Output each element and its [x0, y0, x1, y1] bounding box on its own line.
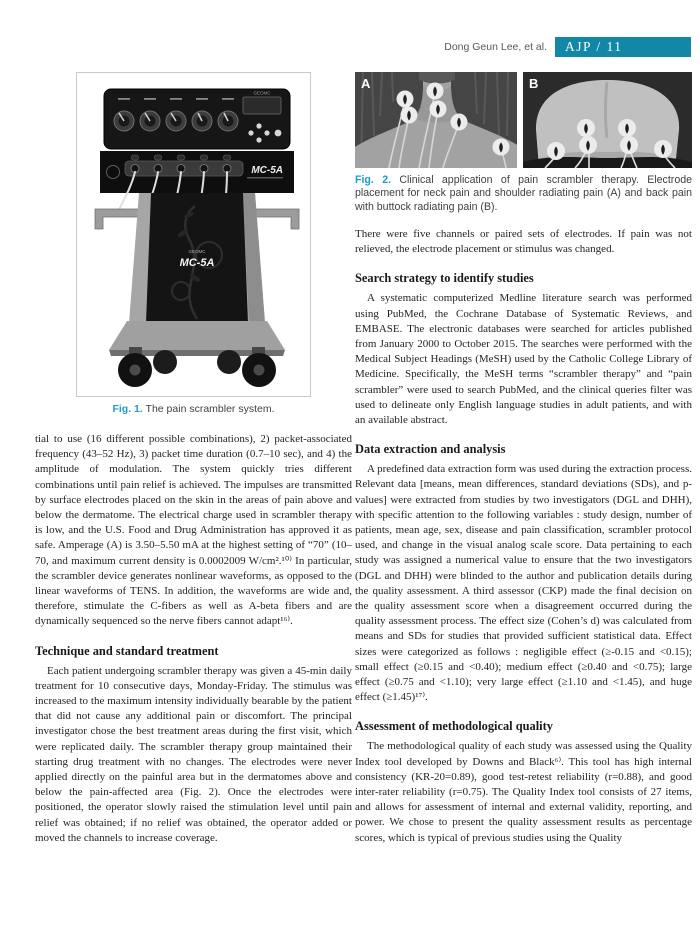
heading-search-strategy: Search strategy to identify studies — [355, 271, 534, 286]
photo-b-label: B — [529, 76, 539, 91]
device-display — [243, 97, 281, 114]
journal-page-badge — [555, 37, 691, 57]
paragraph-technique: Each patient undergoing scrambler therapy was given a 45-min daily treatment for 10 consecutive days, Monday-Friday. The stimulus was increased to the maximum intensity individually bearable by the patient that did not cause any additional pain or discomfort. The principal investigator chose the best treatment areas during the first visit, which were replicated daily. The scrambler therapy group maintained their starting drug treatment with no changes. The electrodes were never applied directly on the painful area but in the dermatomes above and below the pain-affected area (Fig. 2). Once the electrodes were positioned, the operator slowly raised the stimulation level until pain relief was obtained; if no relief was obtained, the operator added or moved the channels to increase coverage. — [35, 664, 352, 844]
device-brand-console: GEOMC — [253, 90, 271, 96]
figure-1-caption-text: The pain scrambler system. — [145, 403, 275, 415]
figure-1-image — [76, 72, 311, 397]
right-column — [355, 72, 692, 846]
paragraph-methodological-quality: The methodological quality of each study was assessed using the Quality Index tool developed by Downs and Black⁶⁾. This tool has high internal consistency (KR-20=0.89), good test-retest reliability (r=0.88), and good inter-rater reliability (r=0.75). The Quality Index tool consists of 27 items, and allows for assessment of internal and external validity, reporting, and power. We chose to present the quality assessment results as percentage scores, which is typical of previous studies using the Quality — [355, 740, 692, 844]
device-brand-panel: GEOMC — [188, 249, 206, 254]
heading-technique: Technique and standard treatment — [35, 643, 219, 658]
figure-2-caption-text: Clinical application of pain scrambler therapy. Electrode placement for neck pain and shoulder radiating pain (A) and back pain with buttock radiating pain (B). — [355, 174, 692, 213]
patient-hair — [419, 72, 455, 84]
running-head-authors: Dong Geun Lee, et al. — [444, 41, 547, 53]
running-head — [35, 37, 691, 57]
paragraph-scrambler-parameters: tial to use (16 different possible combinations), 2) packet-associated frequency (43–52 Hz), 3) packet time duration (0.7–10 sec), and 4) the amplitude of modulation. The system quickly tries different combinations until pain relief is achieved. The impulses are transmitted by surface electrodes placed on the skin in the areas of pain above and below the dermatome. The electrical charge used in scrambler therapy is low, and the U.S. Food and Drug Administration has approved it as safe. Amperage (A) is 3.50–5.50 mA at the highest setting of “70” (10–70, and maximum current density is 0.0002009 W/cm².¹⁰⁾ In particular, the scrambler device generates nonlinear waveforms, as opposed to the linear waveforms of TENS. In addition, the waveforms are wide and, therefore, stimulate the C-fibers as well as A-beta fibers and are dynamically sequenced so the nerve fibers cannot adapt¹⁶⁾. — [35, 433, 352, 628]
two-column-body — [35, 72, 692, 846]
paragraph-search-strategy: A systematic computerized Medline literature search was performed using PubMed, the Cochrane Database of Systematic Reviews, and EMBASE. The electronic databases were searched for articles published from January 2000 to October 2015. The searches were performed with the Medical Subject Headings (MeSH) used by the Catholic College Library of Medicine. Specifically, the MeSH terms “scrambler therapy” and “pain scrambler” were used to search PubMed, and the clinical queries filter was used to delineate only English language studies in adult patients, and with an available abstract. — [355, 292, 692, 426]
heading-data-extraction: Data extraction and analysis — [355, 442, 506, 457]
heading-methodological-quality: Assessment of methodological quality — [355, 719, 553, 734]
figure-2-caption — [355, 174, 692, 214]
journal-page-badge-text: AJP / 11 — [565, 39, 623, 54]
figure-2-caption-label: Fig. 2. — [355, 174, 392, 186]
paragraph-data-extraction: A predefined data extraction form was used during the extraction process. Relevant data [means, mean differences, standard deviations (SDs), and p-values] were extracted from studies by two investigators (DGL and DHH), with specific attention to the following variables : study design, number of patients, mean age, sex, disease and pain classification, scrambler protocol used, and change in the visual analog scale score. Data pertaining to each study was assigned a numerical value to ensure that the two investigators (DGL and DHH) were blinded to the author and publication details during the quality assessment. A third assessor (CKP) made the final decision on the quality assessment score when a disagreement occurred during the quality assessment process. The effect size (Cohen’s d) was calculated from means and SDs for studies that provided sufficient statistical data. Effect sizes were categorized as follows : negligible effect (≥-0.15 and <0.15); small effect (≥0.15 and <0.40); medium effect (≥0.40 and <0.75); large effect (≥0.75 and <1.10); very large effect (≥1.10 and <1.45), and huge effect (≥1.45)¹⁷⁾. — [355, 463, 692, 704]
figure-2-photo-b — [523, 72, 692, 168]
pain-scrambler-device-illustration — [77, 73, 310, 396]
figure-1-caption-label: Fig. 1. — [112, 403, 143, 415]
paragraph-channels: There were five channels or paired sets of electrodes. If pain was not relieved, the electrode placement or stimulus was changed. — [355, 227, 692, 256]
device-model-band: MC-5A — [251, 165, 283, 176]
device-model-panel: MC-5A — [179, 257, 215, 269]
left-column — [35, 72, 352, 846]
figure-2-photo-a — [355, 72, 517, 168]
photo-a-label: A — [361, 76, 371, 91]
figure-2-photos — [355, 72, 692, 168]
figure-1-caption — [35, 403, 352, 415]
